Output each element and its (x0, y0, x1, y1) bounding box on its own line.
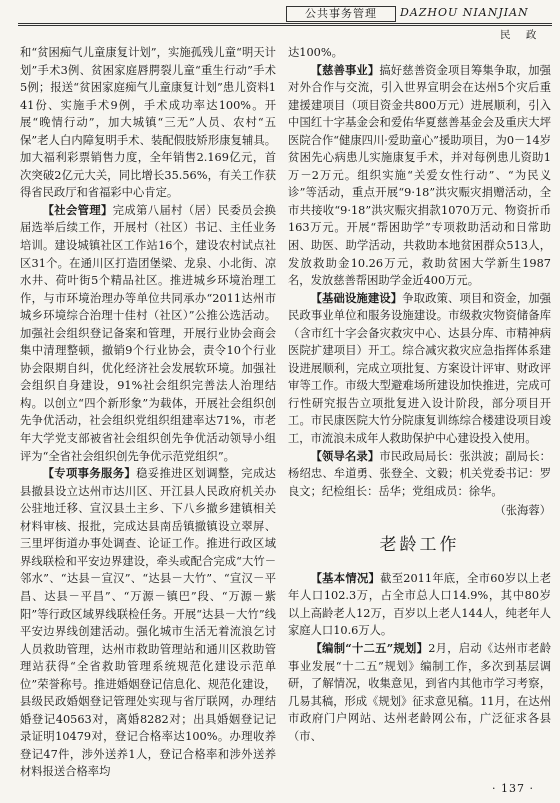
heading-charity: 【慈善事业】 (310, 62, 380, 77)
text-infrastructure: 争取政策、项目和资金，加强民政事业单位和服务设施建设。市级救灾物资储备库（含市红十字会备灾救灾中心、达县分库、市精神病医院扩建项目）开工。综合减灾救灾应急指挥体系建设进展顺利，完成立项批复、方案设计评审、财政评审等工作。市级大型避难场所建设加快推进，完成可行性研究报告立项批复进入设计阶段，部分项目开工。市民康医院大竹分院康复训练综合楼建设项目竣工，市流浪未成年人救助保护中心建设投入使用。 (288, 291, 551, 446)
text-charity: 搞好慈善资金项目筹集争取，加强对外合作与交流，引入世界宣明会在达州5个灾后重建援建项目（项目资金共800万元）进展顺利，引入中国红十字基金会和爱佑华夏慈善基金会及重庆大坪医院合作“健康四川·爱助童心”援助项目，为0－14岁贫困先心病患儿实施康复手术，并对每例患儿资助1万－2万元。组织实施“关爱女性行动”、“为民义诊”等活动，重点开展“9·18”洪灾赈灾捐赠活动，全市共接收“9·18”洪灾赈灾捐款1070万元、物资折币163万元。开展“帮困助学”专项救助活动和日常助困、助医、助学活动，共救助本地贫困群众513人，发放救助金10.26万元，救助贫困大学新生1987名，发放慈善帮困助学金近400万元。 (288, 63, 551, 288)
paragraph-plan (288, 640, 551, 745)
author-credit: （张海蓉） (494, 504, 551, 518)
heading-social-management: 【社会管理】 (42, 202, 113, 217)
paragraph-leadership (288, 448, 551, 501)
paragraph-basic-info (288, 570, 551, 640)
heading-basic-info: 【基本情况】 (310, 570, 381, 585)
paragraph-social-management (20, 202, 276, 465)
text-social-management: 完成第八届村（居）民委员会换届选举后续工作，开展村（社区）书记、主任业务培训。建设城镇社区工作站16个，建设农村试点社区31个。在通川区打造团堡梁、龙泉、小北街、凉水井、荷叶街5个精品社区。推进城乡环境治理工作，与市环境治理办等单位共同承办“2011达州市城乡环境综合治理十佳村（社区）”公推公选活动。加强社会组织登记备案和管理，开展行业协会商会集中清理整顿，撤销9个行业协会，责令10个行业协会限期自纠，优化经济社会发展软环境。加强社会组织自身建设，91%社会组织完善法人治理结构。以创立“四个新形象”为载体，开展社会组织创先争优活动，社会组织党组织组建率达71%，市老年大学党支部被省社会组织创先争优活动领导小组评为“全省社会组织创先争优示范党组织”。 (20, 203, 276, 463)
text-special-services: 稳妥推进区划调整，完成达县撤县设立达州市达川区、开江县人民政府机关办公驻地迁移、宣汉县土主乡、下八乡撤乡建镇相关材料审核、报批，完成达县南岳镇撤镇设立翠屏、三里坪街道办事处调查、论证工作。推进行政区域界线联检和平安边界建设，牵头或配合完成“大竹－邻水”、“达县－宣汉”、“达县－大竹”、“宣汉－平昌、达县－平昌”、“万源－镇巴”段、“万源－紫阳”等行政区域界线联检任务。开展“达县－大竹”线平安边界线创建活动。强化城市生活无着流浪乞讨人员救助管理，达州市救助管理站和通川区救助管理站获得“全省救助管理系统规范化建设示范单位”荣誉称号。推进婚姻登记信息化、规范化建设，县级民政婚姻登记管理处实现与省厅联网，办理结婚登记40563对，离婚8282对；出具婚姻登记记录证明10479对，登记合格率达100%。办理收养登记47件，涉外送养1人，登记合格率和涉外送养材料报送合格率均 (20, 467, 276, 779)
page-number: · 137 · (492, 782, 534, 795)
header-rule-secondary (18, 25, 552, 26)
left-column (20, 44, 276, 781)
heading-plan: 【编制“十二五”规划】 (310, 640, 429, 655)
heading-special-services: 【专项事务服务】 (42, 466, 137, 481)
paragraph-welfare: 和“贫困痴气儿童康复计划”，实施孤残儿童“明天计划”手术3例、贫困家庭唇腭裂儿童“重生行动”手术5例；报送“贫困家庭痴气儿童康复计划”患儿资料141份、实施手术9例，手术成功率达100%。开展“晚情行动”，加大城镇“三无”人员、农村“五保”老人白内障复明手术、装配假肢矫形康复辅具。加大福利彩票销售力度，全年销售2.169亿元，首次突破2亿元大关，同比增长35.56%，有关工作获得省民政厅和省福彩中心肯定。 (20, 46, 276, 200)
heading-infrastructure: 【基础设施建设】 (310, 290, 403, 305)
sub-section-label: 民 政 (500, 29, 543, 41)
paragraph-continuation: 达100%。 (288, 46, 343, 59)
paragraph-charity (288, 62, 551, 290)
section-label: 公共事务管理 (286, 6, 396, 22)
journal-name: DAZHOU NIANJIAN (400, 6, 529, 19)
paragraph-special-services (20, 465, 276, 781)
right-column (288, 44, 551, 745)
section-title: 老龄工作 (379, 534, 460, 555)
text-basic-info: 截至2011年底，全市60岁以上老年人口102.3万，占全市总人口14.9%，其中80岁以上高龄老人12万，百岁以上老人144人，纯老年人家庭人口10.6万人。 (288, 571, 551, 638)
heading-leadership: 【领导名录】 (310, 448, 380, 463)
running-header (0, 0, 560, 41)
text-leadership: 市民政局局长：张洪波；副局长：杨绍忠、牟道勇、张登全、文毅；机关党委书记：罗良文；纪检组长：岳华；党组成员：徐华。 (288, 449, 551, 498)
header-rule (18, 23, 552, 24)
paragraph-infrastructure (288, 290, 551, 448)
text-plan: 2月，启动《达州市老龄事业发展“十二五”规划》编制工作，多次到基层调研，了解情况，收集意见，到省内其他市学习考察，几易其稿，形成《规划》征求意见稿。11月，在达州市政府门户网站、达州老龄网公布，广泛征求各县（市、 (288, 641, 551, 743)
